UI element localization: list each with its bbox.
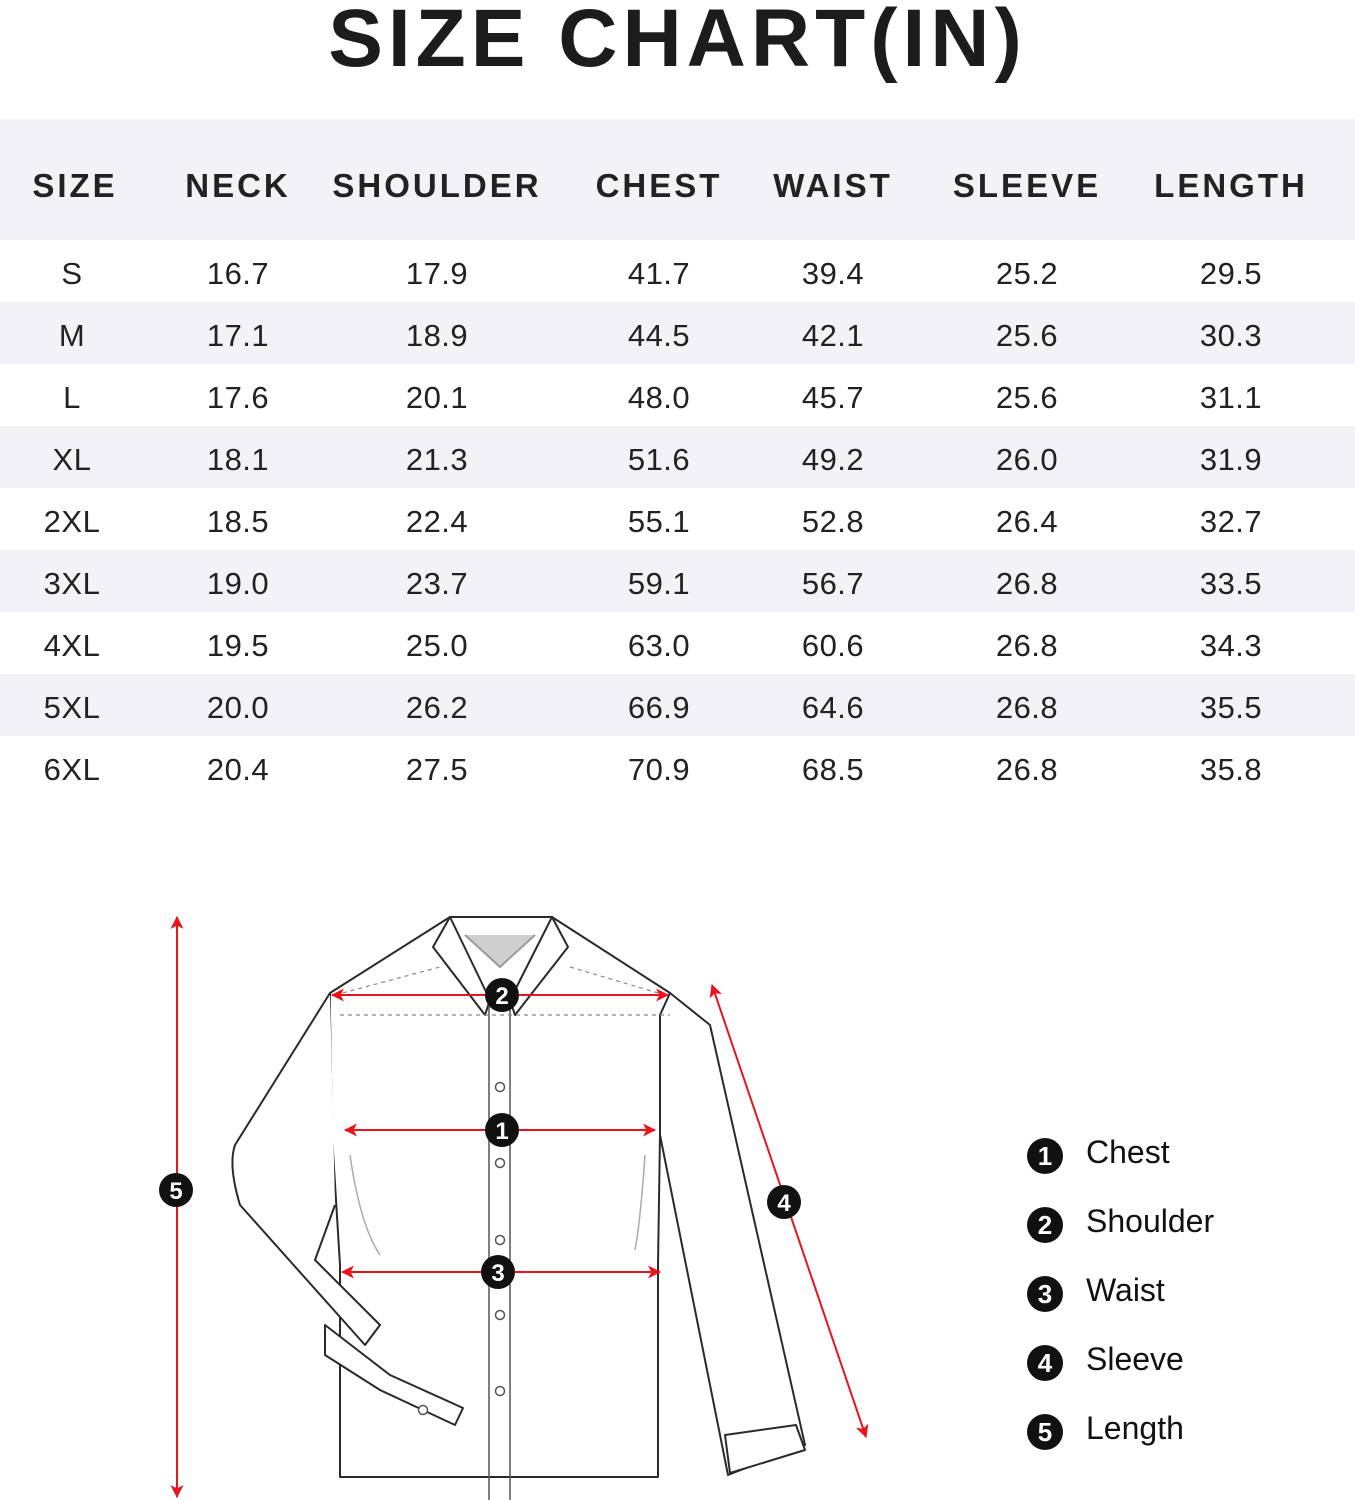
legend-badge: 2 bbox=[1027, 1207, 1063, 1243]
table-body bbox=[0, 240, 1355, 798]
marker-2: 2 bbox=[495, 983, 509, 1010]
cell-length: 34.3 bbox=[1199, 628, 1263, 663]
cell-sleeve: 26.8 bbox=[995, 752, 1059, 787]
table-row bbox=[0, 736, 1355, 798]
legend-label: Sleeve bbox=[1086, 1341, 1184, 1377]
cell-chest: 44.5 bbox=[627, 318, 691, 353]
cell-sleeve: 26.8 bbox=[995, 690, 1059, 725]
header-waist: WAIST bbox=[773, 167, 893, 204]
cell-waist: 56.7 bbox=[801, 566, 865, 601]
cell-size: 2XL bbox=[43, 504, 101, 539]
cell-neck: 20.4 bbox=[206, 752, 270, 787]
cell-waist: 60.6 bbox=[801, 628, 865, 663]
cell-length: 31.9 bbox=[1199, 442, 1263, 477]
legend-badge: 4 bbox=[1027, 1345, 1063, 1381]
cell-shoulder: 17.9 bbox=[405, 256, 469, 291]
cell-sleeve: 25.6 bbox=[995, 380, 1059, 415]
cell-sleeve: 26.4 bbox=[995, 504, 1059, 539]
cell-waist: 64.6 bbox=[801, 690, 865, 725]
cell-size: L bbox=[63, 380, 81, 415]
header-length: LENGTH bbox=[1154, 167, 1308, 204]
legend-label: Chest bbox=[1086, 1134, 1170, 1170]
cell-neck: 17.1 bbox=[206, 318, 270, 353]
legend-label: Shoulder bbox=[1086, 1203, 1215, 1239]
cell-waist: 49.2 bbox=[801, 442, 865, 477]
cell-shoulder: 25.0 bbox=[405, 628, 469, 663]
table-row bbox=[0, 612, 1355, 674]
cell-waist: 68.5 bbox=[801, 752, 865, 787]
cell-shoulder: 21.3 bbox=[405, 442, 469, 477]
cell-neck: 19.0 bbox=[206, 566, 270, 601]
cell-shoulder: 26.2 bbox=[405, 690, 469, 725]
header-neck: NECK bbox=[185, 167, 291, 204]
cell-waist: 52.8 bbox=[801, 504, 865, 539]
cell-length: 29.5 bbox=[1199, 256, 1263, 291]
marker-1: 1 bbox=[495, 1118, 509, 1145]
cell-sleeve: 26.8 bbox=[995, 566, 1059, 601]
cell-chest: 63.0 bbox=[627, 628, 691, 663]
table-row bbox=[0, 674, 1355, 736]
cell-sleeve: 25.2 bbox=[995, 256, 1059, 291]
cell-size: XL bbox=[52, 442, 92, 477]
shirt-diagram bbox=[140, 905, 900, 1500]
legend-badge: 5 bbox=[1027, 1414, 1063, 1450]
marker-3: 3 bbox=[491, 1260, 505, 1287]
cell-length: 32.7 bbox=[1199, 504, 1263, 539]
legend-label: Waist bbox=[1086, 1272, 1165, 1308]
cell-shoulder: 20.1 bbox=[405, 380, 469, 415]
cell-size: M bbox=[58, 318, 86, 353]
cell-chest: 48.0 bbox=[627, 380, 691, 415]
cell-chest: 59.1 bbox=[627, 566, 691, 601]
cell-waist: 45.7 bbox=[801, 380, 865, 415]
cell-length: 35.8 bbox=[1199, 752, 1263, 787]
cell-size: 5XL bbox=[43, 690, 101, 725]
cell-chest: 51.6 bbox=[627, 442, 691, 477]
cell-neck: 19.5 bbox=[206, 628, 270, 663]
cell-chest: 66.9 bbox=[627, 690, 691, 725]
cell-neck: 18.5 bbox=[206, 504, 270, 539]
cell-shoulder: 18.9 bbox=[405, 318, 469, 353]
marker-5: 5 bbox=[169, 1178, 183, 1205]
cell-shoulder: 27.5 bbox=[405, 752, 469, 787]
marker-4: 4 bbox=[777, 1190, 791, 1217]
cell-shoulder: 22.4 bbox=[405, 504, 469, 539]
page-title: SIZE CHART(IN) bbox=[328, 0, 1027, 84]
cell-length: 31.1 bbox=[1199, 380, 1263, 415]
cell-chest: 41.7 bbox=[627, 256, 691, 291]
cell-neck: 16.7 bbox=[206, 256, 270, 291]
cell-waist: 39.4 bbox=[801, 256, 865, 291]
legend-badge: 1 bbox=[1027, 1138, 1063, 1174]
table-row bbox=[0, 240, 1355, 302]
table-row bbox=[0, 302, 1355, 364]
cell-size: S bbox=[61, 256, 83, 291]
cell-sleeve: 26.0 bbox=[995, 442, 1059, 477]
cell-chest: 55.1 bbox=[627, 504, 691, 539]
header-size: SIZE bbox=[32, 167, 118, 204]
table-row bbox=[0, 550, 1355, 612]
cell-shoulder: 23.7 bbox=[405, 566, 469, 601]
table-row bbox=[0, 488, 1355, 550]
cell-chest: 70.9 bbox=[627, 752, 691, 787]
legend-badge: 3 bbox=[1027, 1276, 1063, 1312]
size-table bbox=[0, 119, 1355, 798]
cell-waist: 42.1 bbox=[801, 318, 865, 353]
cell-length: 35.5 bbox=[1199, 690, 1263, 725]
cell-sleeve: 25.6 bbox=[995, 318, 1059, 353]
cell-neck: 20.0 bbox=[206, 690, 270, 725]
header-shoulder: SHOULDER bbox=[332, 167, 542, 204]
header-chest: CHEST bbox=[595, 167, 723, 204]
cell-size: 3XL bbox=[43, 566, 101, 601]
table-row bbox=[0, 364, 1355, 426]
cell-neck: 18.1 bbox=[206, 442, 270, 477]
cell-size: 4XL bbox=[43, 628, 101, 663]
cell-length: 33.5 bbox=[1199, 566, 1263, 601]
legend-label: Length bbox=[1086, 1410, 1184, 1446]
cell-length: 30.3 bbox=[1199, 318, 1263, 353]
table-row bbox=[0, 426, 1355, 488]
table-header-row bbox=[0, 119, 1355, 240]
cell-sleeve: 26.8 bbox=[995, 628, 1059, 663]
cell-neck: 17.6 bbox=[206, 380, 270, 415]
header-sleeve: SLEEVE bbox=[952, 167, 1102, 204]
cell-size: 6XL bbox=[43, 752, 101, 787]
